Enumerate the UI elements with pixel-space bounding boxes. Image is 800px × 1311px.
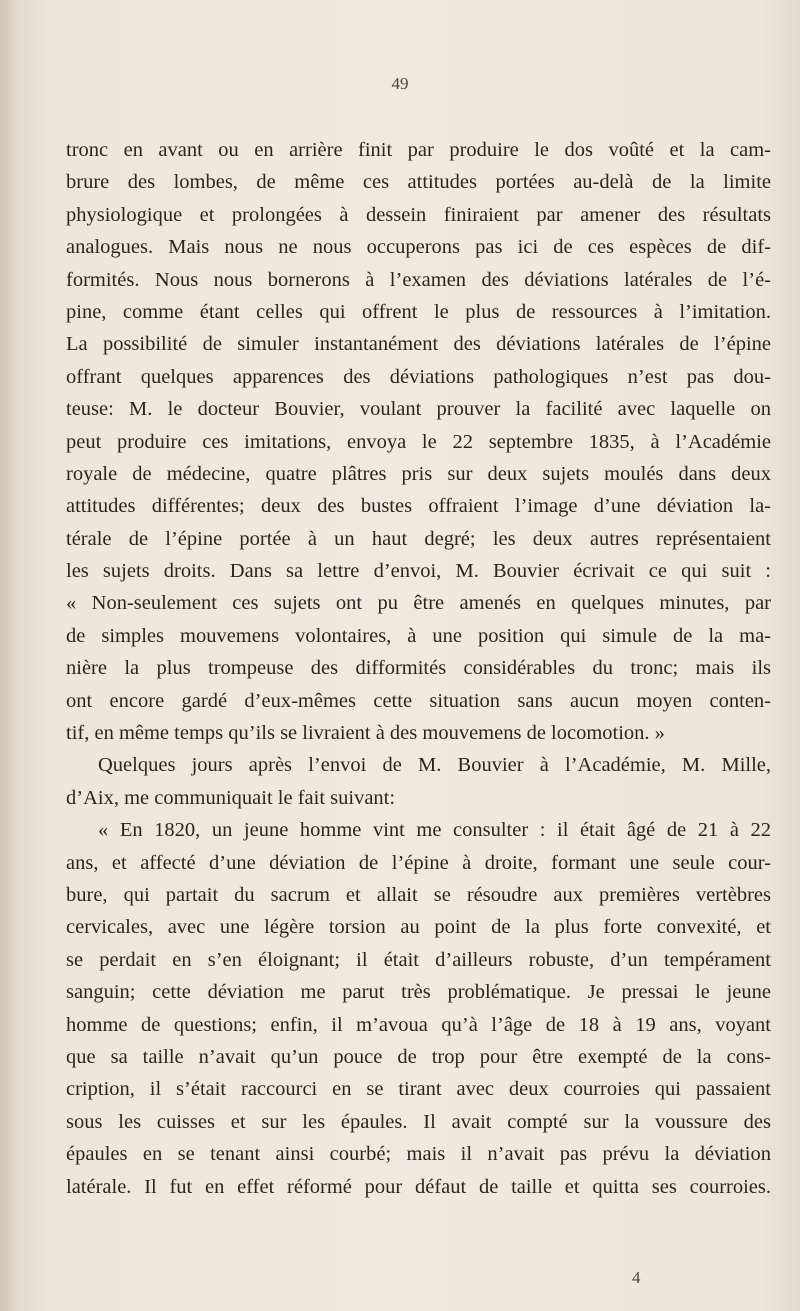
- text-line: latérale. Il fut en effet réformé pour défaut de taille et quitta ses courroies.: [66, 1175, 771, 1198]
- text-line: homme de questions; enfin, il m’avoua qu’à l’âge de 18 à 19 ans, voyant: [66, 1013, 771, 1036]
- text-line: bure, qui partait du sacrum et allait se résoudre aux premières vertèbres: [66, 883, 771, 906]
- text-line: pine, comme étant celles qui offrent le plus de ressources à l’imitation.: [66, 300, 771, 323]
- text-line: formités. Nous nous bornerons à l’examen des déviations latérales de l’é-: [66, 268, 771, 291]
- signature-mark: 4: [632, 1268, 641, 1287]
- page-number: 49: [391, 74, 409, 93]
- text-line: brure des lombes, de même ces attitudes portées au-delà de la limite: [66, 171, 771, 194]
- text-line: térale de l’épine portée à un haut degré; les deux autres représentaient: [66, 527, 771, 550]
- text-line: ans, et affecté d’une déviation de l’épine à droite, formant une seule cour-: [66, 851, 771, 874]
- text-line: tronc en avant ou en arrière finit par produire le dos voûté et la cam-: [66, 139, 771, 161]
- text-line: que sa taille n’avait qu’un pouce de trop pour être exempté de la cons-: [66, 1045, 771, 1068]
- text-line: les sujets droits. Dans sa lettre d’envoi, M. Bouvier écrivait ce qui suit :: [66, 560, 771, 583]
- text-line: offrant quelques apparences des déviations pathologiques n’est pas dou-: [66, 365, 771, 388]
- text-line: épaules en se tenant ainsi courbé; mais il n’avait pas prévu la déviation: [66, 1143, 771, 1166]
- text-line: cervicales, avec une légère torsion au point de la plus forte convexité, et: [66, 916, 771, 939]
- text-line: d’Aix, me communiquait le fait suivant:: [66, 786, 396, 809]
- text-line: « En 1820, un jeune homme vint me consulter : il était âgé de 21 à 22: [98, 819, 771, 842]
- text-line: sanguin; cette déviation me parut très problématique. Je pressai le jeune: [66, 981, 771, 1004]
- text-line: nière la plus trompeuse des difformités considérables du tronc; mais ils: [66, 657, 771, 680]
- text-line: se perdait en s’en éloignant; il était d’ailleurs robuste, d’un tempérament: [66, 948, 771, 971]
- text-line: ont encore gardé d’eux-mêmes cette situation sans aucun moyen conten-: [66, 689, 771, 712]
- text-line: La possibilité de simuler instantanément des déviations latérales de l’épine: [66, 333, 771, 356]
- text-line: analogues. Mais nous ne nous occuperons pas ici de ces espèces de dif-: [66, 236, 771, 259]
- text-line: royale de médecine, quatre plâtres pris sur deux sujets moulés dans deux: [66, 462, 771, 485]
- text-line: de simples mouvemens volontaires, à une position qui simule de la ma-: [66, 624, 771, 647]
- text-line: tif, en même temps qu’ils se livraient à des mouvemens de locomotion. »: [66, 722, 665, 745]
- text-line: cription, il s’était raccourci en se tirant avec deux courroies qui passaient: [66, 1078, 771, 1101]
- text-line: attitudes différentes; deux des bustes offraient l’image d’une déviation la-: [66, 495, 771, 518]
- text-line: teuse: M. le docteur Bouvier, voulant prouver la facilité avec laquelle on: [66, 398, 771, 421]
- text-line: « Non-seulement ces sujets ont pu être amenés en quelques minutes, par: [66, 592, 771, 615]
- text-line: sous les cuisses et sur les épaules. Il avait compté sur la voussure des: [66, 1110, 771, 1133]
- text-line: peut produire ces imitations, envoya le 22 septembre 1835, à l’Académie: [66, 430, 771, 453]
- text-line: physiologique et prolongées à dessein finiraient par amener des résultats: [66, 203, 771, 226]
- text-line: Quelques jours après l’envoi de M. Bouvier à l’Académie, M. Mille,: [98, 754, 771, 777]
- body-text: [66, 134, 771, 1203]
